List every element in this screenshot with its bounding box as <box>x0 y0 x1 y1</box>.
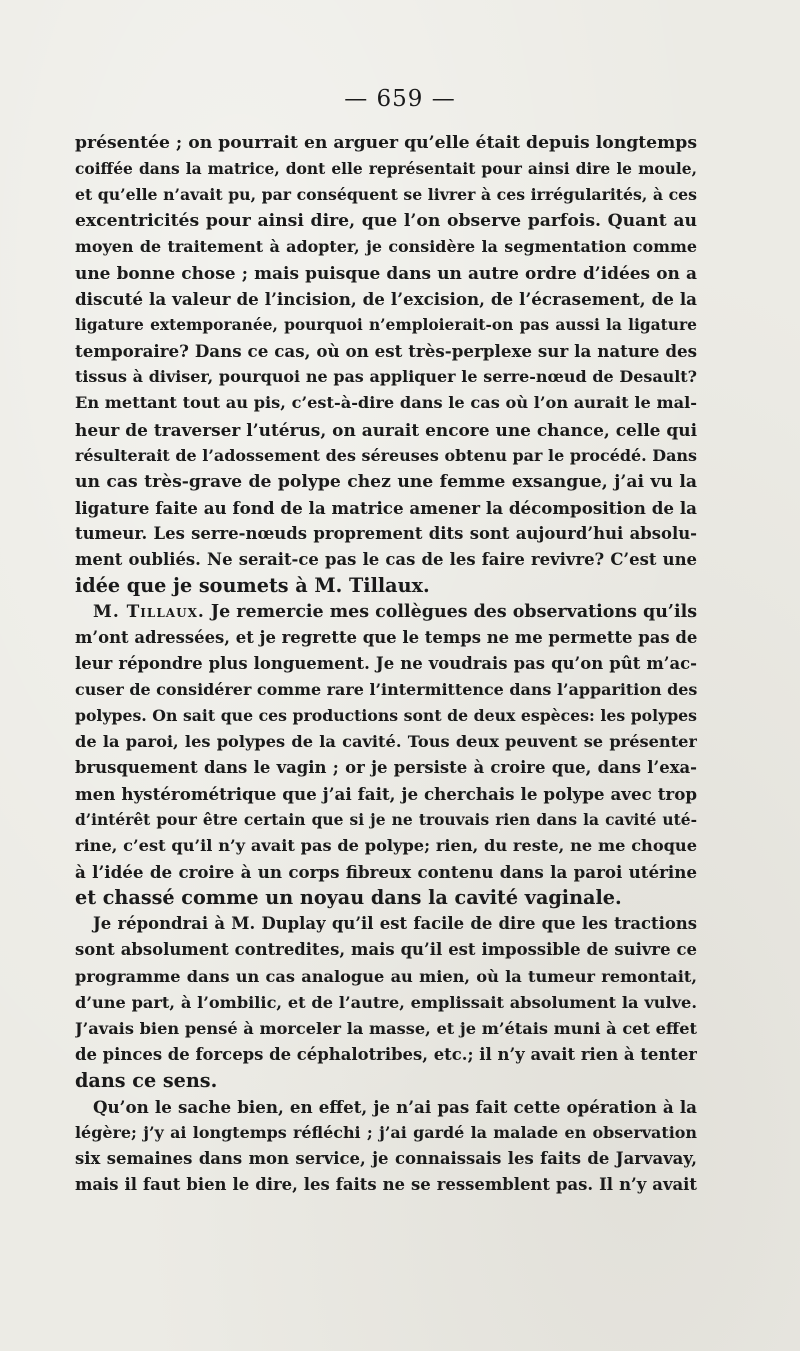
text-line: d’une part, à l’ombilic, et de l’autre, emplissait absolument la vulve. <box>75 992 697 1012</box>
text-line: présentée ; on pourrait en arguer qu’elle était depuis longtemps <box>75 133 697 153</box>
text-line: mais il faut bien le dire, les faits ne se ressemblent pas. Il n’y avait <box>75 1174 697 1194</box>
speaker-line <box>75 599 697 625</box>
text-line: leur répondre plus longuement. Je ne voudrais pas qu’on pût m’ac- <box>75 653 697 673</box>
text-line: tumeur. Les serre-nœuds proprement dits sont aujourd’hui absolu- <box>75 523 697 543</box>
text-line: à l’idée de croire à un corps fibreux contenu dans la paroi utérine <box>75 862 697 883</box>
text-line: d’intérêt pour être certain que si je ne trouvais rien dans la cavité uté- <box>75 810 697 830</box>
text-line: polypes. On sait que ces productions sont de deux espèces: les polypes <box>75 706 697 726</box>
text-line: cuser de considérer comme rare l’intermittence dans l’apparition des <box>75 679 697 699</box>
text-line: dans ce sens. <box>75 1068 218 1092</box>
speaker-name: M. Tillaux. <box>93 601 205 622</box>
paragraph-3 <box>75 911 697 1093</box>
text-line: ligature faite au fond de la matrice amener la décomposition de la <box>75 497 697 518</box>
text-line: et qu’elle n’avait pu, par conséquent se livrer à ces irrégularités, à ces <box>75 185 697 205</box>
text-line: ment oubliés. Ne serait-ce pas le cas de les faire revivre? C’est une <box>75 549 697 569</box>
text-line: programme dans un cas analogue au mien, où la tumeur remontait, <box>75 966 697 986</box>
text-line: ligature extemporanée, pourquoi n’emploierait-on pas aussi la ligature <box>75 315 697 335</box>
text-line: de pinces de forceps de céphalotribes, etc.; il n’y avait rien à tenter <box>75 1044 697 1064</box>
paragraph-2 <box>75 599 697 912</box>
text-line: Je répondrai à M. Duplay qu’il est facile de dire que les tractions <box>93 914 697 934</box>
text-line: discuté la valeur de l’incision, de l’excision, de l’écrasement, de la <box>75 289 697 310</box>
text-line: m’ont adressées, et je regrette que le temps ne me permette pas de <box>75 627 697 647</box>
text-line: coiffée dans la matrice, dont elle représentait pour ainsi dire le moule, <box>75 159 697 179</box>
text-line: temporaire? Dans ce cas, où on est très-perplexe sur la nature des <box>75 341 697 362</box>
text-line: de la paroi, les polypes de la cavité. Tous deux peuvent se présenter <box>75 732 697 752</box>
body-text <box>75 130 697 1198</box>
text-line: J’avais bien pensé à morceler la masse, et je m’étais muni à cet effet <box>75 1018 697 1038</box>
text-line-start: Je remercie mes collègues des observations qu’ils <box>210 601 697 622</box>
text-line: une bonne chose ; mais puisque dans un autre ordre d’idées on a <box>75 263 697 284</box>
text-line: moyen de traitement à adopter, je considère la segmentation comme <box>75 237 697 257</box>
text-line: Qu’on le sache bien, en effet, je n’ai pas fait cette opération à la <box>93 1096 697 1117</box>
text-line: légère; j’y ai longtemps réfléchi ; j’ai gardé la malade en observation <box>75 1122 697 1142</box>
text-line: sont absolument contredites, mais qu’il est impossible de suivre ce <box>75 940 697 960</box>
text-line: men hystérométrique que j’ai fait, je cherchais le polype avec trop <box>75 784 697 805</box>
text-line: tissus à diviser, pourquoi ne pas appliquer le serre-nœud de Desault? <box>75 367 697 387</box>
paragraph-1 <box>75 130 697 599</box>
text-line: résulterait de l’adossement des séreuses obtenu par le procédé. Dans <box>75 445 697 465</box>
text-line: heur de traverser l’utérus, on aurait encore une chance, celle qui <box>75 419 697 440</box>
text-line: un cas très-grave de polype chez une femme exsangue, j’ai vu la <box>75 471 697 492</box>
text-line: En mettant tout au pis, c’est-à-dire dans le cas où l’on aurait le mal- <box>75 393 697 413</box>
paragraph-4 <box>75 1094 697 1198</box>
text-line: rine, c’est qu’il n’y avait pas de polype; rien, du reste, ne me choque <box>75 836 697 856</box>
text-line: brusquement dans le vagin ; or je persiste à croire que, dans l’exa- <box>75 758 697 778</box>
page-number: — 659 — <box>344 86 456 112</box>
text-line: excentricités pour ainsi dire, que l’on observe parfois. Quant au <box>75 211 697 232</box>
text-line: six semaines dans mon service, je connaissais les faits de Jarvavay, <box>75 1148 697 1168</box>
text-line: et chassé comme un noyau dans la cavité vaginale. <box>75 886 622 910</box>
text-line: idée que je soumets à M. Tillaux. <box>75 573 430 597</box>
